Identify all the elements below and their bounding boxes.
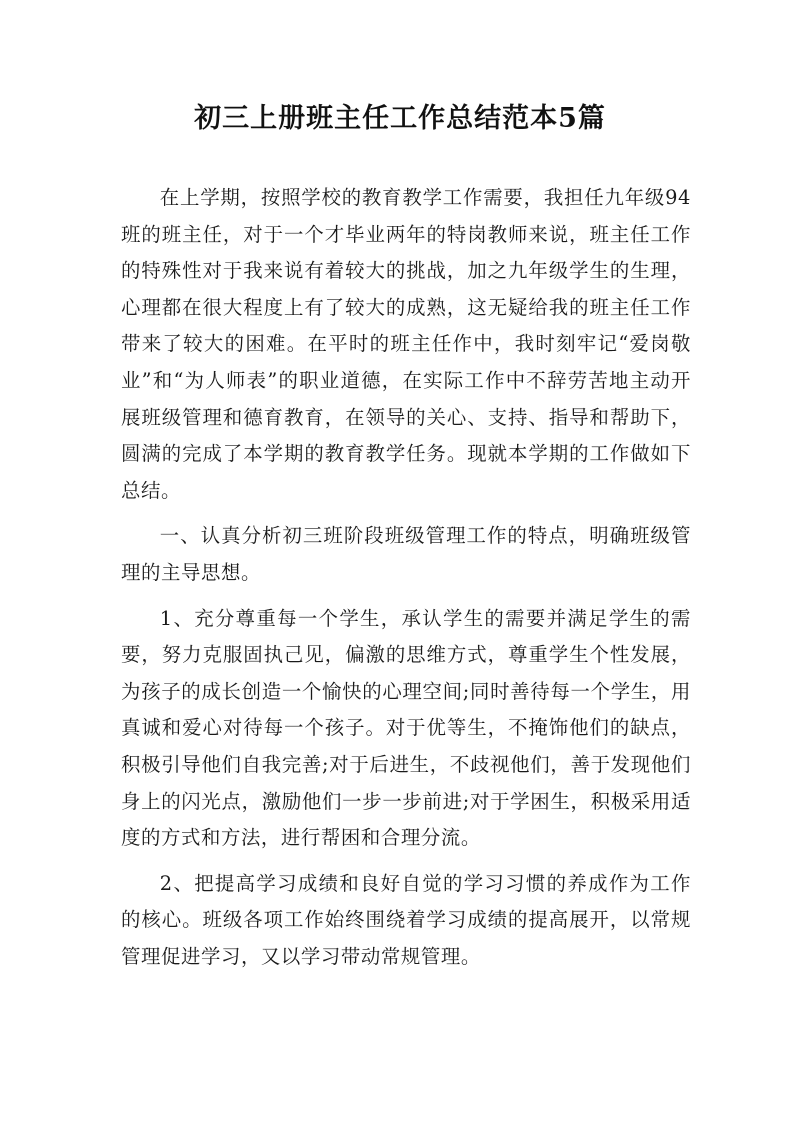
document-body [121, 180, 691, 975]
document-title: 初三上册班主任工作总结范本5篇 [194, 103, 606, 134]
paragraph-point-two: 2、把提高学习成绩和良好自觉的学习习惯的养成作为工作的核心。班级各项工作始终围绕着学习成绩的提高展开，以常规管理促进学习，又以学习带动常规管理。 [121, 871, 691, 968]
paragraph-section-one-heading: 一、认真分析初三班阶段班级管理工作的特点，明确班级管理的主导思想。 [121, 524, 691, 584]
paragraph-intro: 在上学期，按照学校的教育教学工作需要，我担任九年级94班的班主任，对于一个才毕业两年的特岗教师来说，班主任工作的特殊性对于我来说有着较大的挑战，加之九年级学生的生理，心理都在很大程度上有了较大的成熟，这无疑给我的班主任工作带来了较大的困难。在平时的班主任作中，我时刻牢记“爱岗敬业”和“为人师表”的职业道德，在实际工作中不辞劳苦地主动开展班级管理和德育教育，在领导的关心、支持、指导和帮助下，圆满的完成了本学期的教育教学任务。现就本学期的工作做如下总结。 [121, 186, 691, 502]
paragraph-point-one: 1、充分尊重每一个学生，承认学生的需要并满足学生的需要，努力克服固执己见，偏激的思维方式，尊重学生个性发展，为孩子的成长创造一个愉快的心理空间;同时善待每一个学生，用真诚和爱心对待每一个孩子。对于优等生，不掩饰他们的缺点，积极引导他们自我完善;对于后进生，不歧视他们，善于发现他们身上的闪光点，激励他们一步一步前进;对于学困生，积极采用适度的方式和方法，进行帮困和合理分流。 [121, 606, 691, 850]
